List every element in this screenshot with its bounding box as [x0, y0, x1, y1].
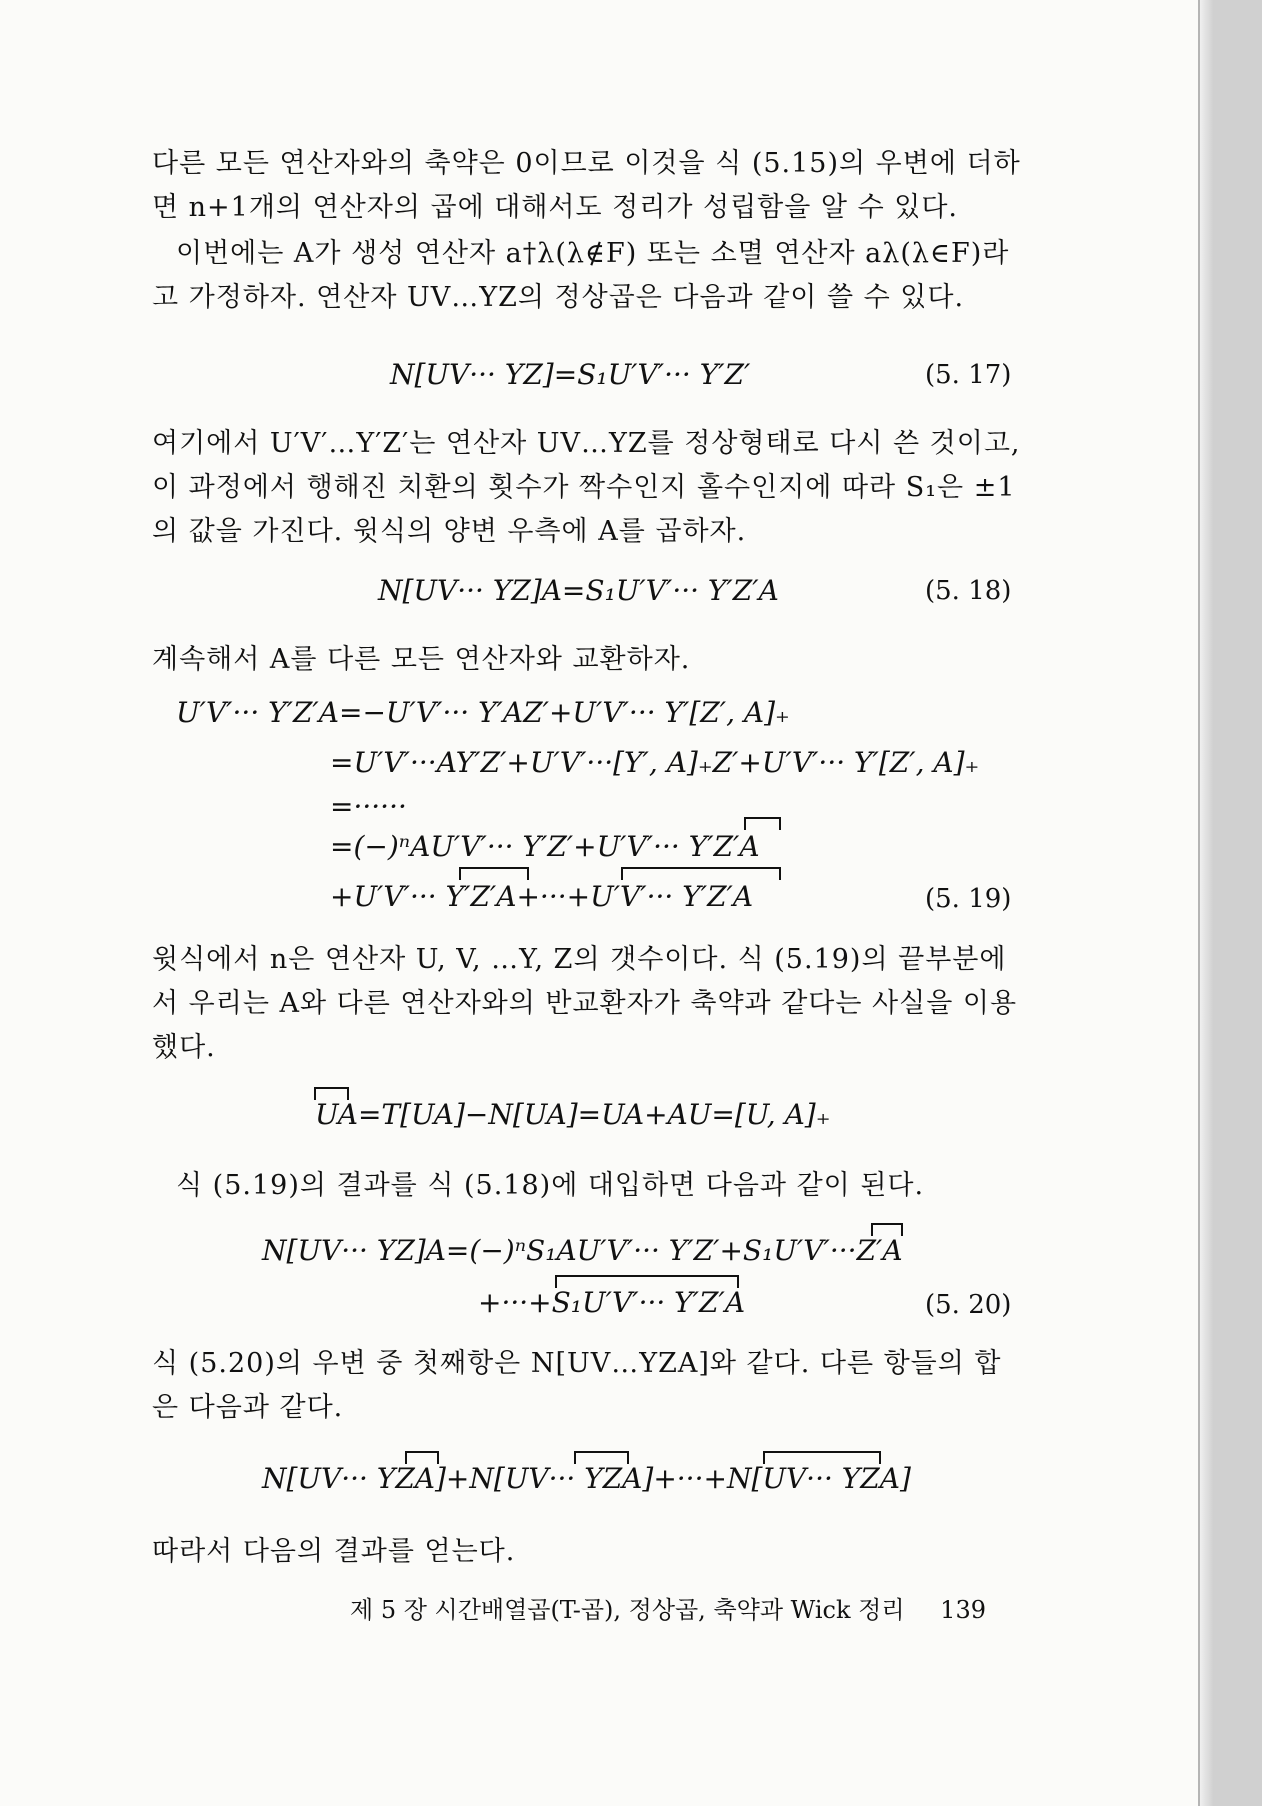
paragraph-4: 계속해서 A를 다른 모든 연산자와 교환하자.: [152, 644, 691, 675]
equation-number-5-17: (5. 17): [925, 360, 1012, 390]
equation-5-20-line-2: +···+S₁U′V′··· Y′Z′A: [478, 1286, 746, 1319]
equation-5-18: N[UV··· YZ]A=S₁U′V′··· Y′Z′A: [378, 574, 779, 607]
contraction-bracket-l5b: [622, 868, 780, 880]
paragraph-3: 여기에서 U′V′…Y′Z′는 연산자 UV…YZ를 정상형태로 다시 쓴 것이고, 이 과정에서 행해진 치환의 횟수가 짝수인지 홀수인지에 따라 S₁은 ±1의 값을 가진다. 윗식의 양변 우측에 A를 곱하자.: [152, 428, 1021, 547]
equation-number-5-20: (5. 20): [925, 1290, 1012, 1320]
running-footer: [350, 1590, 986, 1625]
paragraph-1: 다른 모든 연산자와의 축약은 0이므로 이것을 식 (5.15)의 우변에 더하면 n+1개의 연산자의 곱에 대해서도 정리가 성립함을 알 수 있다.: [152, 148, 1021, 223]
equation-5-19-line-1: U′V′··· Y′Z′A=−U′V′··· Y′AZ′+U′V′··· Y′[Z′, A]₊: [176, 696, 790, 729]
footer-page-number: 139: [940, 1596, 986, 1624]
equation-5-19-line-5: +U′V′··· Y′Z′A+···+U′V′··· Y′Z′A: [330, 880, 754, 913]
contraction-bracket-l5a: [460, 868, 528, 880]
footer-chapter-title: 제 5 장 시간배열곱(T-곱), 정상곱, 축약과 Wick 정리: [350, 1596, 905, 1624]
equation-contraction-definition: UA=T[UA]−N[UA]=UA+AU=[U, A]₊: [315, 1098, 831, 1131]
equation-5-19-line-3: =······: [330, 790, 407, 823]
equation-contraction-sum: N[UV··· YZA]+N[UV··· YZA]+···+N[UV··· YZA]: [262, 1462, 911, 1495]
paragraph-5: 윗식에서 n은 연산자 U, V, …Y, Z의 갯수이다. 식 (5.19)의 끝부분에서 우리는 A와 다른 연산자와의 반교환자가 축약과 같다는 사실을 이용했다.: [152, 944, 1018, 1063]
equation-number-5-19: (5. 19): [925, 884, 1012, 914]
equation-number-5-18: (5. 18): [925, 576, 1012, 606]
equation-5-20-line-1: N[UV··· YZ]A=(−)ⁿS₁AU′V′··· Y′Z′+S₁U′V′···Z′A: [262, 1234, 903, 1267]
paragraph-7: 식 (5.20)의 우변 중 첫째항은 N[UV…YZA]와 같다. 다른 항들의 합은 다음과 같다.: [152, 1348, 1002, 1423]
paragraph-2: 이번에는 A가 생성 연산자 a†λ(λ∉F) 또는 소멸 연산자 aλ(λ∈F)라고 가정하자. 연산자 UV…YZ의 정상곱은 다음과 같이 쓸 수 있다.: [152, 238, 1010, 313]
equation-5-19-line-2: =U′V′···AY′Z′+U′V′···[Y′, A]₊Z′+U′V′··· Y′[Z′, A]₊: [330, 746, 980, 779]
equation-5-17: N[UV··· YZ]=S₁U′V′··· Y′Z′: [390, 358, 751, 391]
equation-5-19-line-4: =(−)ⁿAU′V′··· Y′Z′+U′V′··· Y′Z′A: [330, 830, 760, 863]
paragraph-6: 식 (5.19)의 결과를 식 (5.18)에 대입하면 다음과 같이 된다.: [176, 1170, 925, 1201]
contraction-bracket-l4: [745, 818, 780, 830]
paragraph-8: 따라서 다음의 결과를 얻는다.: [152, 1536, 516, 1567]
